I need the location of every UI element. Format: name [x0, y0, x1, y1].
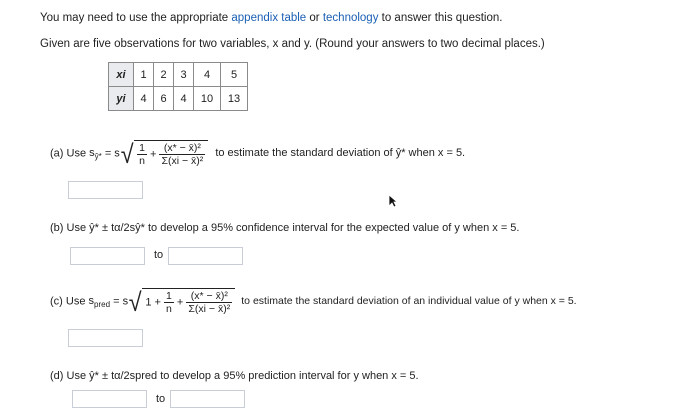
part-a-answer-field[interactable] [68, 181, 143, 199]
table-cell: 4 [134, 87, 154, 111]
part-a-frac1-num: 1 [139, 142, 145, 154]
part-a-frac2 [159, 142, 205, 167]
part-c-frac1-num: 1 [166, 290, 172, 302]
table-row-x [109, 63, 248, 87]
part-c-frac2 [186, 290, 232, 315]
table-cell: 3 [174, 63, 194, 87]
part-a-frac1 [137, 142, 147, 167]
part-c-answer-input[interactable] [69, 332, 142, 348]
part-a-radicand: $\frac{1}{n}$ + $\frac{\text{(x* − x̄)²}}{\text{Σ(xi − x̄)²}}$ [134, 140, 208, 167]
part-c-s-subscript: pred [94, 300, 111, 310]
part-a-s-subscript: ŷ* [94, 152, 102, 162]
table-cell: 13 [221, 87, 248, 111]
part-c-equals: = s [113, 295, 129, 308]
instructions-text: You may need to use the appropriate [40, 12, 232, 24]
part-c-label: (c) [50, 295, 63, 308]
table-cell: 1 [134, 63, 154, 87]
part-a-frac2-num: (x* − x̄)² [159, 142, 205, 155]
part-b-upper-field[interactable] [168, 247, 243, 265]
part-a-use-text: Use [66, 147, 87, 160]
part-b-to-label: to [154, 249, 164, 261]
part-a-tail-text: to estimate the standard deviation of ŷ* when x = 5. [215, 147, 466, 160]
question-prompt: Given are five observations for two variables, x and y. (Round your answers to two decimal places.) [40, 38, 545, 50]
mouse-cursor-icon [388, 194, 398, 208]
part-d-upper-input[interactable] [171, 393, 244, 409]
part-a-frac2-den: Σ(xi − x̄)² [161, 155, 204, 167]
table-row-y [109, 87, 248, 111]
part-c-one-plus: 1 + [145, 296, 161, 309]
table-cell: 6 [154, 87, 174, 111]
part-c-formula: (c) Use $s_{pred} = s√$ 1 + $\frac{1}{n}$ + $\frac{\text{(x* − x̄)²}}{\text{Σ(xi − x̄)²}}$ to estimate the standard deviation of an individual value of y when x = 5. [50, 286, 577, 317]
table-cell: 4 [174, 87, 194, 111]
part-d-upper-field[interactable] [170, 390, 245, 408]
technology-link[interactable]: technology [322, 12, 379, 24]
part-c-frac2-num: (x* − x̄)² [186, 290, 232, 303]
x-header: xi [109, 63, 134, 87]
part-a-label: (a) [50, 147, 64, 160]
table-cell: 4 [194, 63, 221, 87]
y-header: yi [109, 87, 134, 111]
part-b-lower-input[interactable] [71, 250, 144, 266]
appendix-table-link[interactable]: appendix table [231, 12, 307, 24]
part-c-answer-field[interactable] [68, 329, 143, 347]
part-a-answer-input[interactable] [69, 184, 142, 200]
instructions-tail-text: to answer this question. [378, 12, 503, 24]
part-d-to-label: to [156, 393, 166, 405]
part-a-frac1-den: n [139, 155, 145, 167]
part-c-radicand: 1 + $\frac{1}{n}$ + $\frac{\text{(x* − x̄)²}}{\text{Σ(xi − x̄)²}}$ [142, 288, 235, 315]
part-b-label: (b) [50, 222, 64, 234]
instructions-line [40, 12, 502, 24]
observations-table [108, 62, 248, 111]
part-c-frac2-den: Σ(xi − x̄)² [188, 303, 231, 315]
part-d-text [50, 370, 419, 382]
part-c-frac1 [164, 290, 174, 315]
part-a-formula: (a) Use $s_{ŷ*} = s√$ $\frac{1}{n}$ + $\frac{\text{(x* − x̄)²}}{\text{Σ(xi − x̄)²}}$ to estimate the standard deviation of ŷ* when x = 5. [50, 138, 466, 169]
table-cell: 2 [154, 63, 174, 87]
table-cell: 5 [221, 63, 248, 87]
part-a-equals: = s [104, 147, 120, 160]
part-b-upper-input[interactable] [169, 250, 242, 266]
sqrt-icon: √ [128, 286, 142, 317]
instructions-or-text: or [306, 12, 323, 24]
part-d-lower-input[interactable] [73, 393, 146, 409]
part-c-tail-text: to estimate the standard deviation of an individual value of y when x = 5. [241, 295, 577, 308]
sqrt-icon: √ [120, 138, 134, 169]
part-c-frac1-den: n [166, 303, 172, 315]
part-d-description: Use ŷ* ± tα/2spred to develop a 95% prediction interval for y when x = 5. [66, 370, 419, 382]
table-cell: 10 [194, 87, 221, 111]
part-b-text [50, 222, 519, 234]
part-d-label: (d) [50, 370, 64, 382]
part-d-lower-field[interactable] [72, 390, 147, 408]
part-b-description: Use ŷ* ± tα/2sŷ* to develop a 95% confidence interval for the expected value of y when x = 5. [66, 222, 520, 234]
part-c-use-text: Use [65, 295, 86, 308]
part-b-lower-field[interactable] [70, 247, 145, 265]
